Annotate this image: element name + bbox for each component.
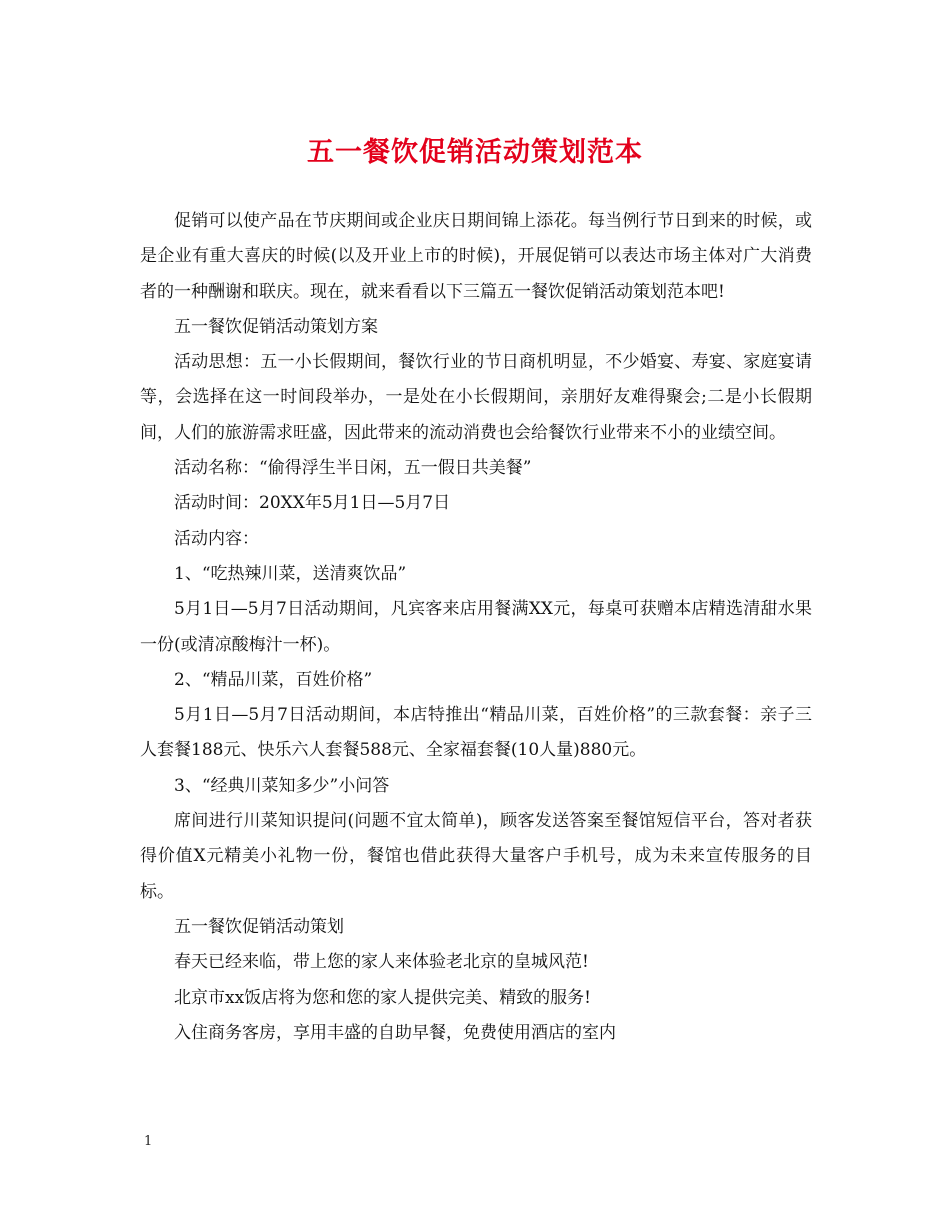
document-body [140,204,812,1051]
item-2-paragraph: 5月1日—5月7日活动期间，本店特推出“精品川菜，百姓价格”的三款套餐：亲子三人套餐188元、快乐六人套餐588元、全家福套餐(10人量)880元。 [140,705,812,761]
section-heading-plan: 五一餐饮促销活动策划方案 [174,316,378,337]
spring-line: 春天已经来临，带上您的家人来体验老北京的皇城风范! [174,952,589,973]
hotel-service-line: 北京市xx饭店将为您和您的家人提供完美、精致的服务! [174,987,592,1008]
section-heading-plan-2: 五一餐饮促销活动策划 [174,916,344,937]
business-room-line: 入住商务客房，享用丰盛的自助早餐，免费使用酒店的室内 [174,1022,616,1043]
item-3-heading: 3、“经典川菜知多少”小问答 [174,775,390,796]
activity-time-line: 活动时间：20XX年5月1日—5月7日 [174,493,451,514]
activity-name-line: 活动名称：“偷得浮生半日闲，五一假日共美餐” [174,458,532,479]
item-1-paragraph: 5月1日—5月7日活动期间，凡宾客来店用餐满XX元，每桌可获赠本店精选清甜水果一份(或清凉酸梅汁一杯)。 [140,599,812,655]
item-1-heading: 1、“吃热辣川菜，送清爽饮品” [174,563,407,584]
document-title: 五一餐饮促销活动策划范本 [307,137,643,168]
activity-content-label: 活动内容： [174,528,259,549]
item-2-heading: 2、“精品川菜，百姓价格” [174,669,373,690]
intro-paragraph: 促销可以使产品在节庆期间或企业庆日期间锦上添花。每当例行节日到来的时候，或是企业有重大喜庆的时候(以及开业上市的时候)，开展促销可以表达市场主体对广大消费者的一种酬谢和联庆。现在，就来看看以下三篇五一餐饮促销活动策划范本吧! [140,211,812,302]
activity-idea-paragraph: 活动思想：五一小长假期间，餐饮行业的节日商机明显，不少婚宴、寿宴、家庭宴请等，会选择在这一时间段举办，一是处在小长假期间，亲朋好友难得聚会;二是小长假期间，人们的旅游需求旺盛，因此带来的流动消费也会给餐饮行业带来不小的业绩空间。 [140,352,812,443]
page-number: 1 [144,1134,153,1149]
item-3-paragraph: 席间进行川菜知识提问(问题不宜太简单)，顾客发送答案至餐馆短信平台，答对者获得价值X元精美小礼物一份，餐馆也借此获得大量客户手机号，成为未来宣传服务的目标。 [140,811,812,902]
